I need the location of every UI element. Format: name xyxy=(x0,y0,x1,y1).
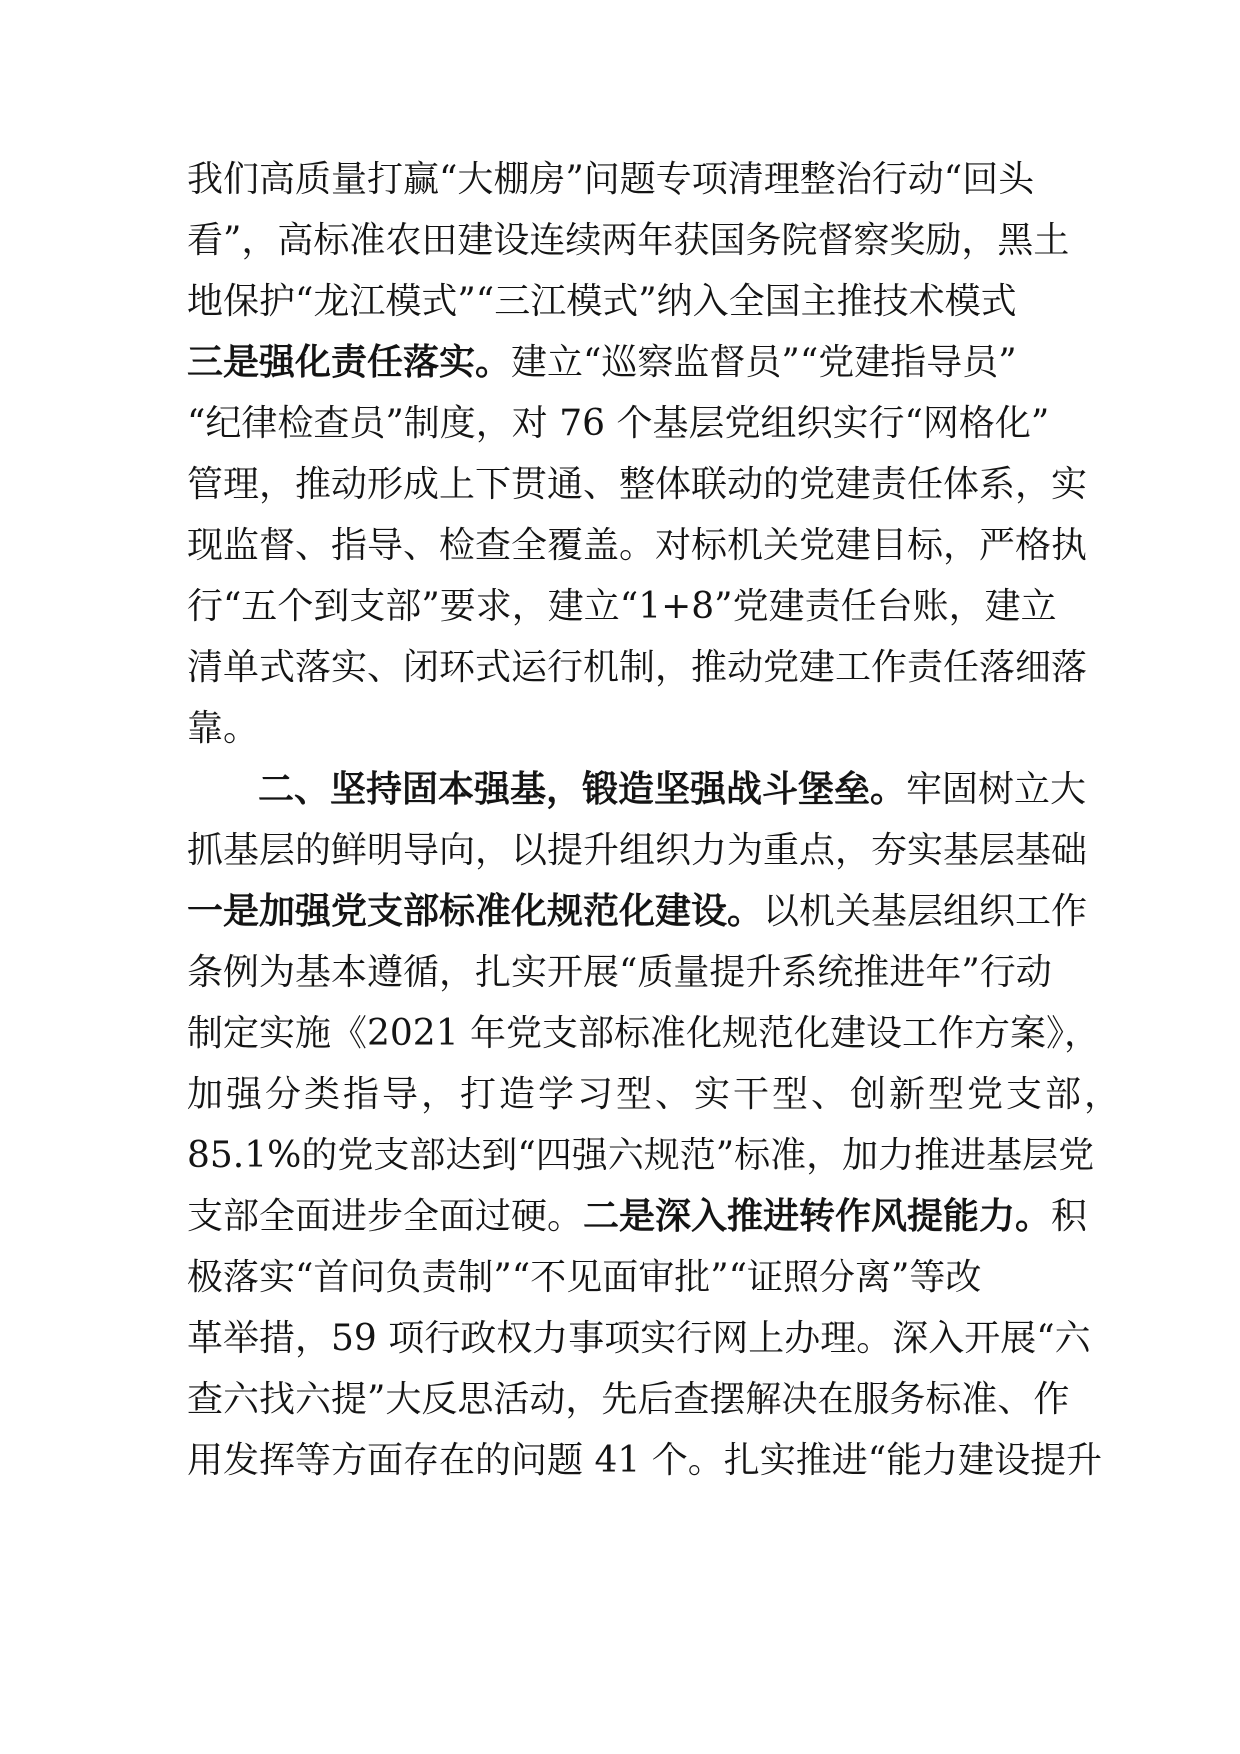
line-text: 建立“巡察监督员”“党建指导员” xyxy=(511,342,1017,383)
text-line xyxy=(187,829,1087,873)
text-line xyxy=(187,707,1087,751)
text-line xyxy=(187,524,1087,568)
line-text: 看”，高标准农田建设连续两年获国务院督察奖励，黑土 xyxy=(187,220,1070,261)
text-line xyxy=(187,463,1087,507)
text-line xyxy=(187,280,1087,324)
line-text: 行“五个到支部”要求，建立“1+8”党建责任台账，建立 xyxy=(187,586,1057,627)
bold-lead: 二是深入推进转作风提能力。 xyxy=(583,1196,1052,1237)
text-line xyxy=(187,158,1087,202)
line-text: 极落实“首问负责制”“不见面审批”“证照分离”等改 xyxy=(187,1257,982,1298)
line-text: 积 xyxy=(1051,1196,1088,1237)
line-text: 牢固树立大 xyxy=(906,769,1087,810)
text-line xyxy=(187,402,1087,446)
line-text: 革举措，59 项行政权力事项实行网上办理。深入开展“六 xyxy=(187,1318,1091,1359)
text-line xyxy=(187,1378,1087,1422)
line-text: 用发挥等方面存在的问题 41 个。扎实推进“能力建设提升 xyxy=(187,1440,1103,1481)
bold-lead: 一是加强党支部标准化规范化建设。 xyxy=(187,891,764,932)
text-line xyxy=(187,1195,1087,1239)
line-text: 抓基层的鲜明导向，以提升组织力为重点，夯实基层基础 xyxy=(187,830,1088,871)
text-line xyxy=(187,585,1087,629)
line-text: 加强分类指导，打造学习型、实干型、创新型党支部， xyxy=(187,1074,1124,1115)
section-heading: 二、坚持固本强基，锻造坚强战斗堡垒。 xyxy=(258,769,907,810)
text-line xyxy=(187,890,1087,934)
text-line xyxy=(187,1256,1087,1300)
line-text: 地保护“龙江模式”“三江模式”纳入全国主推技术模式 xyxy=(187,281,1017,322)
text-line xyxy=(187,219,1087,263)
line-text: 现监督、指导、检查全覆盖。对标机关党建目标，严格执 xyxy=(187,525,1088,566)
line-text: 我们高质量打赢“大棚房”问题专项清理整治行动“回头 xyxy=(187,159,1035,200)
line-text: 清单式落实、闭环式运行机制，推动党建工作责任落细落 xyxy=(187,647,1088,688)
line-text: “纪律检查员”制度，对 76 个基层党组织实行“网格化” xyxy=(187,403,1050,444)
line-text: 支部全面进步全面过硬。 xyxy=(187,1196,584,1237)
text-line xyxy=(187,341,1087,385)
text-line xyxy=(187,1073,1124,1117)
section-heading-line xyxy=(258,768,1158,812)
line-text: 85.1%的党支部达到“四强六规范”标准，加力推进基层党 xyxy=(187,1135,1095,1176)
line-text: 条例为基本遵循，扎实开展“质量提升系统推进年”行动 xyxy=(187,952,1052,993)
text-line xyxy=(187,1439,1103,1483)
text-line xyxy=(187,951,1087,995)
text-line xyxy=(187,646,1087,690)
line-text: 以机关基层组织工作 xyxy=(763,891,1088,932)
text-line xyxy=(187,1317,1091,1361)
line-text: 查六找六提”大反思活动，先后查摆解决在服务标准、作 xyxy=(187,1379,1070,1420)
line-text: 制定实施《2021 年党支部标准化规范化建设工作方案》， xyxy=(187,1013,1101,1054)
text-line xyxy=(187,1012,1101,1056)
text-line xyxy=(187,1134,1095,1178)
line-text: 管理，推动形成上下贯通、整体联动的党建责任体系，实 xyxy=(187,464,1088,505)
line-text: 靠。 xyxy=(187,708,260,749)
bold-lead: 三是强化责任落实。 xyxy=(187,342,512,383)
